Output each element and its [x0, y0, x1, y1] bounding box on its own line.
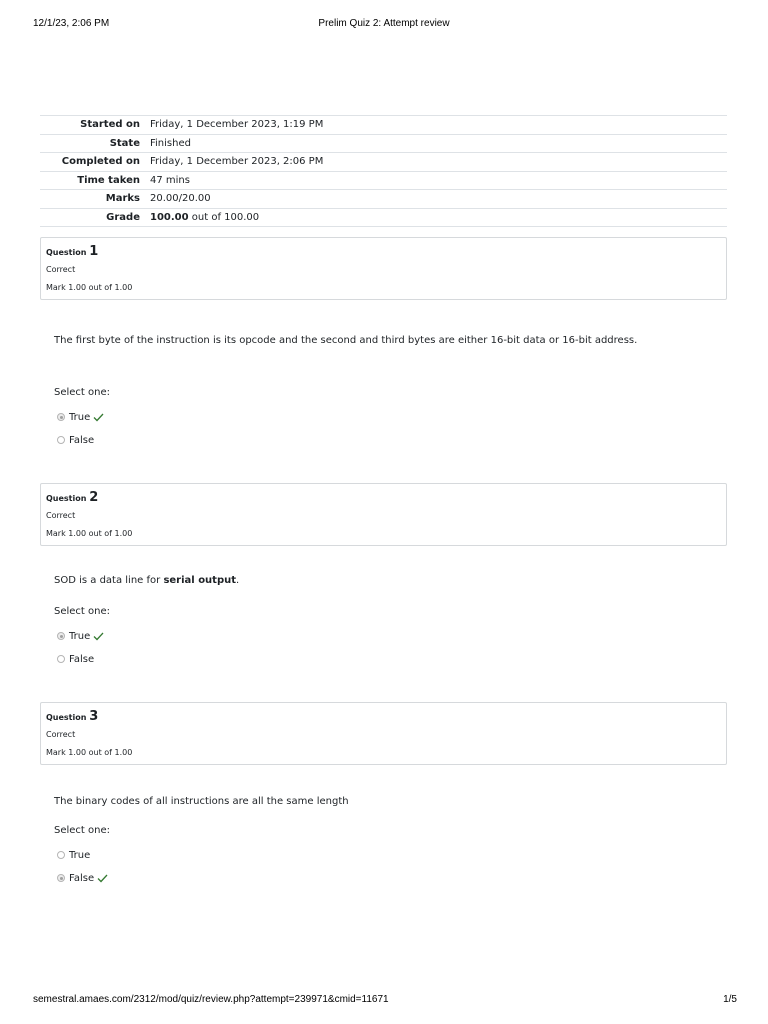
question-number-value: 3 [89, 709, 99, 724]
summary-value: Finished [150, 134, 727, 153]
answer-label: False [69, 653, 95, 665]
print-page-title: Prelim Quiz 2: Attempt review [318, 18, 450, 29]
answer-label: False [69, 434, 95, 446]
attempt-summary-table [40, 115, 727, 227]
answer-label: True [69, 630, 91, 642]
question-2-answer-true[interactable] [57, 629, 104, 643]
question-3-info [40, 702, 727, 765]
summary-label: Grade [40, 208, 150, 227]
summary-row [40, 116, 727, 135]
print-url: semestral.amaes.com/2312/mod/quiz/review.php?attempt=239971&cmid=11671 [33, 994, 389, 1005]
question-text-part: SOD is a data line for [54, 575, 164, 586]
question-grade: Mark 1.00 out of 1.00 [46, 283, 133, 292]
question-grade: Mark 1.00 out of 1.00 [46, 748, 133, 757]
summary-label: Time taken [40, 171, 150, 190]
question-number [46, 709, 98, 724]
summary-row [40, 134, 727, 153]
question-3-prompt: Select one: [54, 825, 111, 836]
radio-selected[interactable] [57, 874, 65, 882]
question-1-info [40, 237, 727, 300]
grade-value: 100.00 [150, 211, 189, 223]
question-text-part: . [236, 575, 240, 586]
radio-selected[interactable] [57, 632, 65, 640]
summary-row [40, 190, 727, 209]
grade-out-of: out of 100.00 [188, 211, 260, 223]
summary-value [150, 208, 727, 227]
summary-label: Marks [40, 190, 150, 209]
question-1-answer-true[interactable] [57, 410, 104, 424]
summary-label: State [40, 134, 150, 153]
print-header [0, 18, 768, 32]
question-2-info [40, 483, 727, 546]
summary-label: Completed on [40, 153, 150, 172]
print-datetime: 12/1/23, 2:06 PM [33, 18, 110, 29]
summary-row [40, 208, 727, 227]
question-state: Correct [46, 265, 76, 274]
question-2-answer-false[interactable] [57, 652, 94, 666]
correct-check-icon [93, 632, 104, 641]
question-number [46, 244, 98, 259]
answer-label: True [69, 411, 91, 423]
question-text-bold: serial output [163, 575, 237, 586]
question-1-text: The first byte of the instruction is its opcode and the second and third bytes are either 16-bit data or 16-bit address. [54, 335, 638, 346]
question-state: Correct [46, 730, 76, 739]
question-2-prompt: Select one: [54, 606, 111, 617]
radio-selected[interactable] [57, 413, 65, 421]
summary-value: Friday, 1 December 2023, 2:06 PM [150, 153, 727, 172]
radio-unselected[interactable] [57, 851, 65, 859]
summary-label: Started on [40, 116, 150, 135]
question-3-text: The binary codes of all instructions are all the same length [54, 796, 349, 807]
question-label: Question [46, 713, 87, 722]
print-footer [0, 994, 768, 1008]
summary-value: 47 mins [150, 171, 727, 190]
question-number-value: 2 [89, 490, 99, 505]
summary-value: Friday, 1 December 2023, 1:19 PM [150, 116, 727, 135]
question-1-answer-false[interactable] [57, 433, 94, 447]
answer-label: False [69, 872, 95, 884]
summary-value: 20.00/20.00 [150, 190, 727, 209]
question-state: Correct [46, 511, 76, 520]
question-label: Question [46, 248, 87, 257]
question-label: Question [46, 494, 87, 503]
question-3-answer-false[interactable] [57, 871, 108, 885]
radio-unselected[interactable] [57, 655, 65, 663]
question-1-prompt: Select one: [54, 387, 111, 398]
radio-unselected[interactable] [57, 436, 65, 444]
correct-check-icon [93, 413, 104, 422]
print-page-number: 1/5 [723, 994, 737, 1005]
question-number-value: 1 [89, 244, 99, 259]
question-3-answer-true[interactable] [57, 848, 90, 862]
summary-row [40, 171, 727, 190]
question-grade: Mark 1.00 out of 1.00 [46, 529, 133, 538]
question-number [46, 490, 98, 505]
correct-check-icon [97, 874, 108, 883]
answer-label: True [69, 849, 91, 861]
summary-row [40, 153, 727, 172]
question-2-text [54, 575, 239, 586]
